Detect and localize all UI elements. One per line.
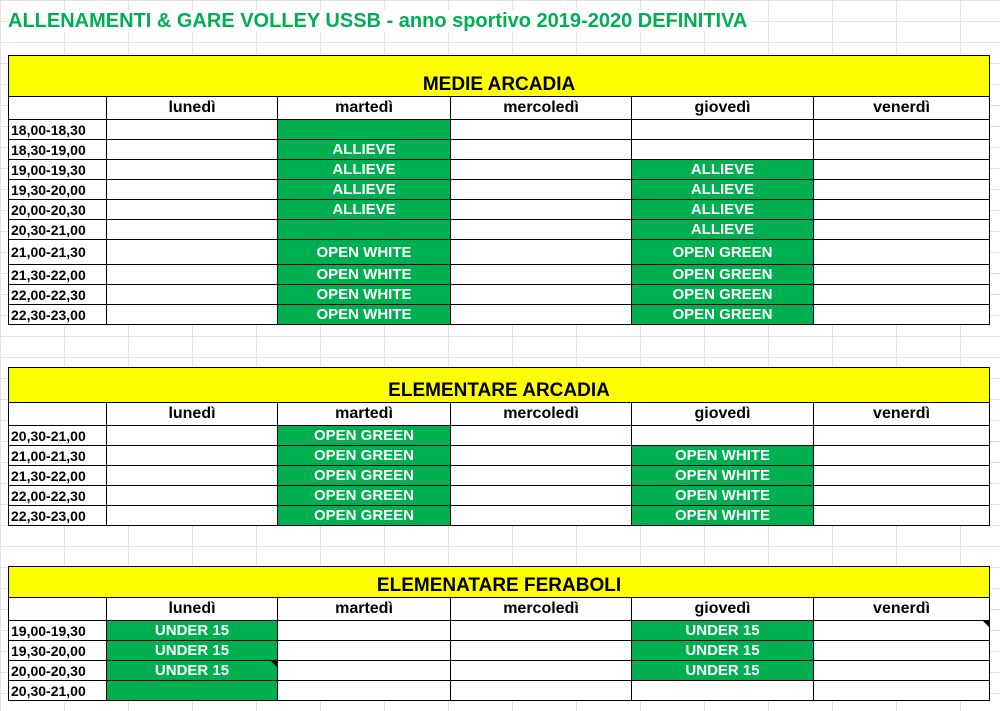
time-slot-cell[interactable]: 22,00-22,30 xyxy=(9,486,107,506)
schedule-cell[interactable] xyxy=(107,681,278,701)
schedule-cell[interactable] xyxy=(278,661,451,681)
time-slot-cell[interactable]: 21,00-21,30 xyxy=(9,240,107,265)
time-slot-cell[interactable]: 18,00-18,30 xyxy=(9,120,107,140)
schedule-cell[interactable] xyxy=(814,160,990,180)
schedule-cell[interactable] xyxy=(107,240,278,265)
day-header[interactable]: venerdì xyxy=(814,403,990,426)
day-header[interactable]: martedì xyxy=(278,403,451,426)
schedule-cell[interactable] xyxy=(107,120,278,140)
day-header[interactable]: lunedì xyxy=(107,598,278,621)
schedule-cell[interactable]: ALLIEVE xyxy=(278,180,451,200)
schedule-cell[interactable] xyxy=(632,140,814,160)
schedule-cell[interactable]: OPEN GREEN xyxy=(278,466,451,486)
schedule-cell[interactable] xyxy=(632,120,814,140)
schedule-cell[interactable] xyxy=(107,305,278,325)
schedule-cell[interactable] xyxy=(107,466,278,486)
table-row xyxy=(9,446,990,466)
time-slot-cell[interactable]: 19,30-20,00 xyxy=(9,641,107,661)
schedule-cell[interactable]: UNDER 15 xyxy=(632,661,814,681)
table-row xyxy=(9,285,990,305)
schedule-cell[interactable] xyxy=(278,681,451,701)
table-row xyxy=(9,265,990,285)
schedule-cell[interactable]: OPEN GREEN xyxy=(632,305,814,325)
table-row xyxy=(9,240,990,265)
table-row xyxy=(9,180,990,200)
schedule-cell[interactable]: OPEN GREEN xyxy=(278,506,451,526)
table-row xyxy=(9,160,990,180)
table-row xyxy=(9,506,990,526)
day-header[interactable]: venerdì xyxy=(814,97,990,120)
schedule-cell[interactable]: OPEN GREEN xyxy=(632,285,814,305)
schedule-cell[interactable] xyxy=(451,160,632,180)
schedule-cell[interactable] xyxy=(451,426,632,446)
schedule-body xyxy=(9,120,990,325)
schedule-cell[interactable] xyxy=(814,285,990,305)
schedule-cell[interactable] xyxy=(107,506,278,526)
schedule-cell[interactable] xyxy=(814,200,990,220)
schedule-cell[interactable] xyxy=(278,120,451,140)
schedule-cell[interactable] xyxy=(451,486,632,506)
schedule-cell[interactable] xyxy=(451,681,632,701)
schedule-cell[interactable] xyxy=(451,506,632,526)
schedule-cell[interactable] xyxy=(451,641,632,661)
section-header[interactable]: ELEMENATARE FERABOLI xyxy=(9,567,990,598)
schedule-cell[interactable] xyxy=(451,446,632,466)
schedule-cell[interactable] xyxy=(451,180,632,200)
time-slot-cell[interactable]: 21,00-21,30 xyxy=(9,446,107,466)
schedule-cell[interactable]: OPEN WHITE xyxy=(632,506,814,526)
corner-cell[interactable] xyxy=(9,403,107,426)
sheet-title: ALLENAMENTI & GARE VOLLEY USSB - anno sportivo 2019-2020 DEFINITIVA xyxy=(8,10,751,33)
schedule-cell[interactable] xyxy=(814,661,990,681)
day-header[interactable]: mercoledì xyxy=(451,97,632,120)
time-slot-cell[interactable]: 20,00-20,30 xyxy=(9,200,107,220)
schedule-cell[interactable] xyxy=(107,486,278,506)
schedule-cell[interactable]: UNDER 15 xyxy=(632,621,814,641)
schedule-cell[interactable]: OPEN GREEN xyxy=(278,486,451,506)
schedule-cell[interactable] xyxy=(107,200,278,220)
schedule-cell[interactable] xyxy=(107,220,278,240)
table-row xyxy=(9,220,990,240)
day-header-row xyxy=(9,403,990,426)
schedule-cell[interactable] xyxy=(814,506,990,526)
table-row xyxy=(9,466,990,486)
corner-cell[interactable] xyxy=(9,598,107,621)
schedule-cell[interactable]: UNDER 15 xyxy=(107,661,278,681)
time-slot-cell[interactable]: 21,30-22,00 xyxy=(9,265,107,285)
schedule-cell[interactable] xyxy=(451,220,632,240)
schedule-cell[interactable] xyxy=(107,160,278,180)
day-header[interactable]: venerdì xyxy=(814,598,990,621)
schedule-cell[interactable] xyxy=(451,120,632,140)
schedule-cell[interactable]: UNDER 15 xyxy=(107,641,278,661)
schedule-table-medie-arcadia xyxy=(8,55,990,325)
schedule-table-elementare-arcadia xyxy=(8,367,990,526)
schedule-cell[interactable] xyxy=(451,285,632,305)
time-slot-cell[interactable]: 19,00-19,30 xyxy=(9,621,107,641)
day-header-row xyxy=(9,598,990,621)
time-slot-cell[interactable]: 20,30-21,00 xyxy=(9,220,107,240)
schedule-cell[interactable]: ALLIEVE xyxy=(278,200,451,220)
time-slot-cell[interactable]: 19,30-20,00 xyxy=(9,180,107,200)
schedule-cell[interactable] xyxy=(814,120,990,140)
schedule-cell[interactable] xyxy=(278,220,451,240)
schedule-cell[interactable] xyxy=(451,240,632,265)
schedule-cell[interactable]: OPEN GREEN xyxy=(278,426,451,446)
time-slot-cell[interactable]: 20,00-20,30 xyxy=(9,661,107,681)
schedule-cell[interactable]: OPEN WHITE xyxy=(278,265,451,285)
schedule-cell[interactable] xyxy=(632,426,814,446)
schedule-cell[interactable] xyxy=(278,621,451,641)
schedule-cell[interactable] xyxy=(814,180,990,200)
schedule-cell[interactable]: OPEN WHITE xyxy=(632,446,814,466)
day-header[interactable]: giovedì xyxy=(632,97,814,120)
day-header[interactable]: mercoledì xyxy=(451,403,632,426)
schedule-cell[interactable] xyxy=(814,240,990,265)
schedule-cell[interactable]: ALLIEVE xyxy=(278,140,451,160)
schedule-cell[interactable] xyxy=(814,220,990,240)
schedule-cell[interactable] xyxy=(632,681,814,701)
time-slot-cell[interactable]: 21,30-22,00 xyxy=(9,466,107,486)
table-row xyxy=(9,426,990,446)
schedule-cell[interactable] xyxy=(451,200,632,220)
schedule-cell[interactable]: OPEN WHITE xyxy=(278,240,451,265)
schedule-cell[interactable] xyxy=(107,265,278,285)
day-header-row xyxy=(9,97,990,120)
schedule-cell[interactable]: OPEN GREEN xyxy=(278,446,451,466)
schedule-cell[interactable] xyxy=(451,140,632,160)
schedule-cell[interactable]: ALLIEVE xyxy=(632,180,814,200)
schedule-cell[interactable] xyxy=(814,140,990,160)
schedule-table-elemenatare-feraboli xyxy=(8,566,990,701)
schedule-cell[interactable] xyxy=(814,641,990,661)
day-header[interactable]: martedì xyxy=(278,97,451,120)
schedule-cell[interactable]: OPEN GREEN xyxy=(632,240,814,265)
table-row xyxy=(9,661,990,681)
table-row xyxy=(9,621,990,641)
schedule-cell[interactable] xyxy=(107,446,278,466)
table-row xyxy=(9,140,990,160)
time-slot-cell[interactable]: 22,00-22,30 xyxy=(9,285,107,305)
corner-cell[interactable] xyxy=(9,97,107,120)
table-row xyxy=(9,305,990,325)
day-header[interactable]: martedì xyxy=(278,598,451,621)
time-slot-cell[interactable]: 20,30-21,00 xyxy=(9,426,107,446)
day-header[interactable]: lunedì xyxy=(107,403,278,426)
section-header[interactable]: ELEMENTARE ARCADIA xyxy=(9,368,990,403)
day-header[interactable]: giovedì xyxy=(632,403,814,426)
schedule-body xyxy=(9,426,990,526)
schedule-cell[interactable]: OPEN WHITE xyxy=(632,486,814,506)
schedule-cell[interactable] xyxy=(451,265,632,285)
schedule-cell[interactable] xyxy=(814,265,990,285)
schedule-cell[interactable]: OPEN WHITE xyxy=(632,466,814,486)
schedule-cell[interactable] xyxy=(107,285,278,305)
schedule-cell[interactable] xyxy=(814,305,990,325)
schedule-cell[interactable]: OPEN WHITE xyxy=(278,305,451,325)
schedule-cell[interactable] xyxy=(107,140,278,160)
schedule-cell[interactable] xyxy=(107,180,278,200)
schedule-cell[interactable] xyxy=(814,486,990,506)
schedule-cell[interactable] xyxy=(451,305,632,325)
time-slot-cell[interactable]: 18,30-19,00 xyxy=(9,140,107,160)
schedule-cell[interactable] xyxy=(814,681,990,701)
time-slot-cell[interactable]: 19,00-19,30 xyxy=(9,160,107,180)
schedule-cell[interactable] xyxy=(451,621,632,641)
time-slot-cell[interactable]: 22,30-23,00 xyxy=(9,506,107,526)
table-row xyxy=(9,200,990,220)
time-slot-cell[interactable]: 22,30-23,00 xyxy=(9,305,107,325)
schedule-cell[interactable] xyxy=(451,661,632,681)
schedule-cell[interactable] xyxy=(814,426,990,446)
day-header[interactable]: lunedì xyxy=(107,97,278,120)
schedule-cell[interactable]: OPEN GREEN xyxy=(632,265,814,285)
section-header[interactable]: MEDIE ARCADIA xyxy=(9,56,990,97)
schedule-cell[interactable] xyxy=(451,466,632,486)
time-slot-cell[interactable]: 20,30-21,00 xyxy=(9,681,107,701)
table-row xyxy=(9,681,990,701)
schedule-cell[interactable] xyxy=(814,446,990,466)
day-header[interactable]: giovedì xyxy=(632,598,814,621)
schedule-cell[interactable]: UNDER 15 xyxy=(107,621,278,641)
schedule-cell[interactable]: UNDER 15 xyxy=(632,641,814,661)
schedule-cell[interactable] xyxy=(107,426,278,446)
schedule-cell[interactable]: OPEN WHITE xyxy=(278,285,451,305)
schedule-cell[interactable]: ALLIEVE xyxy=(632,220,814,240)
schedule-cell[interactable] xyxy=(814,466,990,486)
table-row xyxy=(9,120,990,140)
schedule-cell[interactable]: ALLIEVE xyxy=(278,160,451,180)
day-header[interactable]: mercoledì xyxy=(451,598,632,621)
table-row xyxy=(9,641,990,661)
schedule-cell[interactable] xyxy=(278,641,451,661)
table-row xyxy=(9,486,990,506)
schedule-cell[interactable]: ALLIEVE xyxy=(632,200,814,220)
schedule-cell[interactable] xyxy=(814,621,990,641)
schedule-cell[interactable]: ALLIEVE xyxy=(632,160,814,180)
schedule-body xyxy=(9,621,990,701)
